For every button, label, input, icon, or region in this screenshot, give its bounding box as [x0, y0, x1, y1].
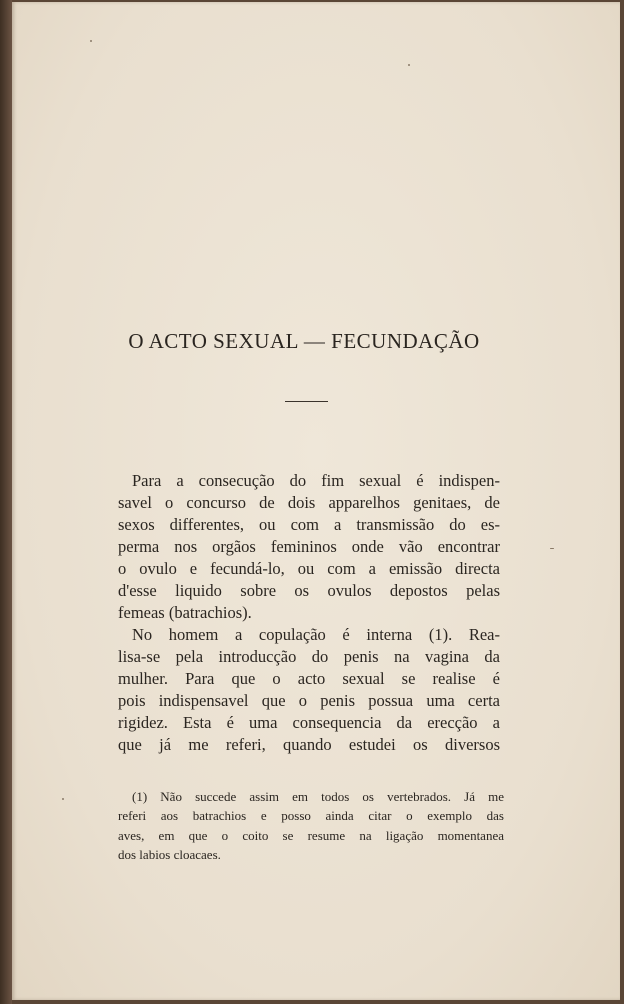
paragraph-line: lisa-se pela introducção do penis na vagina da [118, 647, 500, 666]
paper-speck [550, 548, 554, 549]
chapter-title: O ACTO SEXUAL — FECUNDAÇÃO [128, 329, 480, 353]
footnote [118, 787, 504, 864]
paragraph-line: savel o concurso de dois apparelhos genitaes, de [118, 493, 500, 512]
footnote-line: (1) Não succede assim em todos os vertebrados. Já me [132, 789, 504, 804]
paragraph-line: No homem a copulação é interna (1). Rea- [132, 625, 500, 644]
paragraph-line: d'esse liquido sobre os ovulos depostos pelas [118, 581, 500, 600]
paper-speck [90, 40, 92, 42]
footnote-line: referi aos batrachios e posso ainda citar o exemplo das [118, 808, 504, 824]
paper-speck [408, 64, 410, 66]
body-paragraphs [118, 470, 500, 756]
paragraph-line: rigidez. Esta é uma consequencia da erecção a [118, 713, 500, 732]
book-page [12, 2, 620, 1000]
paragraph-line: que já me referi, quando estudei os diversos [118, 735, 500, 754]
paragraph-line: pois indispensavel que o penis possua uma certa [118, 691, 500, 710]
paragraph-line: sexos differentes, ou com a transmissão do es- [118, 515, 500, 534]
footnote-line: dos labios cloacaes. [118, 846, 221, 862]
paragraph-line: perma nos orgãos femininos onde vão encontrar [118, 537, 500, 556]
book-spine-edge [0, 0, 12, 1004]
paragraph-line: mulher. Para que o acto sexual se realise é [118, 669, 500, 688]
paragraph-line: femeas (batrachios). [118, 603, 252, 622]
paragraph-line: o ovulo e fecundá-lo, ou com a emissão directa [118, 559, 500, 578]
paper-speck [62, 798, 64, 800]
footnote-line: aves, em que o coito se resume na ligação momentanea [118, 827, 504, 843]
title-divider [285, 401, 328, 402]
paragraph-line: Para a consecução do fim sexual é indispen- [132, 471, 500, 490]
